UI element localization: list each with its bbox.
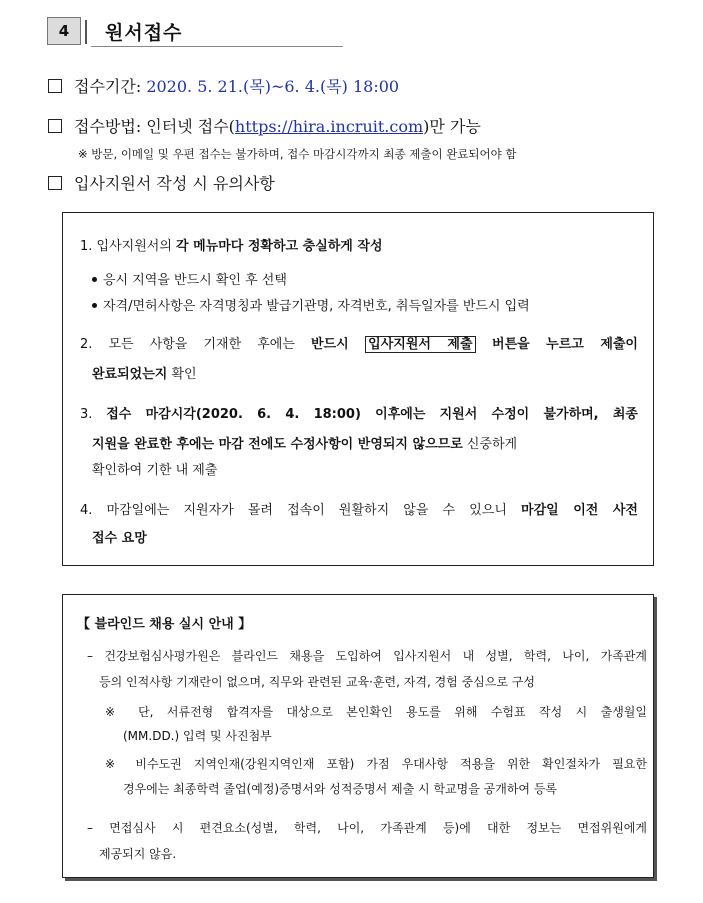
caution-item-3-number: 3.	[80, 407, 107, 422]
caution-item-3-rest: 신중하게	[462, 437, 518, 452]
caution-item-4	[80, 499, 638, 518]
caution-heading: 입사지원서 작성 시 유의사항	[74, 174, 275, 193]
caution-heading-line	[48, 171, 275, 194]
caution-box	[62, 212, 654, 566]
caution-bullet-1	[92, 269, 287, 288]
application-site-link[interactable]: https://hira.incruit.com	[234, 117, 424, 136]
caution-bullet-2	[92, 295, 530, 314]
caution-item-4-bold-2: 접수 요망	[92, 531, 147, 546]
reception-note: ※ 방문, 이메일 및 우편 접수는 불가하며, 접수 마감시각까지 최종 제출이 완료되어야 함	[78, 147, 517, 161]
caution-item-4-bold: 마감일 이전 사전	[521, 503, 638, 518]
caution-item-2-bold: 반드시	[310, 337, 366, 352]
blind-desc-1-line-2: 등의 인적사항 기재란이 없으며, 직무와 관련된 교육·훈련, 자격, 경험 중심으로 구성	[99, 675, 535, 689]
reception-period-line	[48, 74, 399, 97]
period-label: 접수기간:	[74, 77, 147, 96]
checkbox-square-icon	[48, 79, 62, 93]
caution-item-3-line-3: 확인하여 기한 내 제출	[92, 463, 218, 478]
caution-item-2-line-2	[92, 363, 197, 382]
caution-item-3-bold-2: 지원을 완료한 후에는 마감 전에도 수정사항이 반영되지 않으므로	[92, 437, 463, 452]
blind-note-2-line-2: 경우에는 최종학력 졸업(예정)증명서와 성적증명서 제출 시 학교명을 공개하여 등록	[123, 782, 558, 796]
section-title: 원서접수	[105, 22, 183, 44]
caution-item-1-bold: 각 메뉴마다 정확하고 충실하게 작성	[176, 239, 383, 254]
caution-item-4-text: 4. 마감일에는 지원자가 몰려 접속이 원활하지 않을 수 있으니	[80, 503, 522, 518]
blind-note-1-line-2: (MM.DD.) 입력 및 사진첨부	[123, 729, 272, 743]
caution-item-1	[80, 235, 383, 254]
blind-hiring-box	[62, 594, 654, 878]
section-header	[47, 14, 343, 48]
method-label: 접수방법: 인터넷 접수(	[74, 117, 235, 136]
period-value: 2020. 5. 21.(목)~6. 4.(목) 18:00	[146, 77, 400, 96]
checkbox-square-icon	[48, 119, 62, 133]
caution-item-2-bold-tail: 버튼을 누르고 제출이	[475, 337, 638, 352]
caution-bullet-1-text: 응시 지역을 반드시 확인 후 선택	[103, 273, 287, 288]
checkbox-square-icon	[48, 176, 62, 190]
caution-item-3-bold: 접수 마감시각(2020. 6. 4. 18:00) 이후에는 지원서 수정이 불가하며, 최종	[106, 407, 638, 422]
blind-desc-2-line-2: 제공되지 않음.	[99, 847, 177, 861]
bullet-dot-icon	[92, 303, 97, 308]
blind-note-1: ※ 단, 서류전형 합격자를 대상으로 본인확인 용도를 위해 수험표 작성 시 출생월일	[105, 705, 647, 719]
bullet-dot-icon	[92, 277, 97, 282]
method-suffix: )만 가능	[423, 117, 481, 136]
caution-bullet-2-text: 자격/면허사항은 자격명칭과 발급기관명, 자격번호, 취득일자를 반드시 입력	[103, 299, 530, 314]
blind-desc-2: – 면접심사 시 편견요소(성별, 학력, 나이, 가족관계 등)에 대한 정보는 면접위원에게	[87, 821, 647, 835]
caution-item-2-bold-2: 완료되었는지	[92, 367, 168, 382]
blind-desc-1: – 건강보험심사평가원은 블라인드 채용을 도입하여 입사지원서 내 성별, 학력, 나이, 가족관계	[87, 649, 647, 663]
caution-item-4-line-2	[92, 527, 147, 546]
section-number: 4	[47, 17, 81, 45]
blind-hiring-title: 【 블라인드 채용 실시 안내 】	[77, 617, 252, 632]
caution-item-3-line-2	[92, 433, 517, 452]
reception-method-line	[48, 114, 481, 137]
submit-button-label: 입사지원서 제출	[365, 336, 475, 353]
caution-item-3	[80, 403, 638, 422]
caution-item-2-rest: 확인	[167, 367, 197, 382]
caution-item-2	[80, 333, 638, 352]
section-underline	[91, 46, 343, 47]
blind-note-2: ※ 비수도권 지역인재(강원지역인재 포함) 가점 우대사항 적용을 위한 확인절차가 필요한	[105, 757, 647, 771]
caution-item-1-text: 1. 입사지원서의	[80, 239, 177, 254]
caution-item-2-text: 2. 모든 사항을 기재한 후에는	[80, 337, 311, 352]
